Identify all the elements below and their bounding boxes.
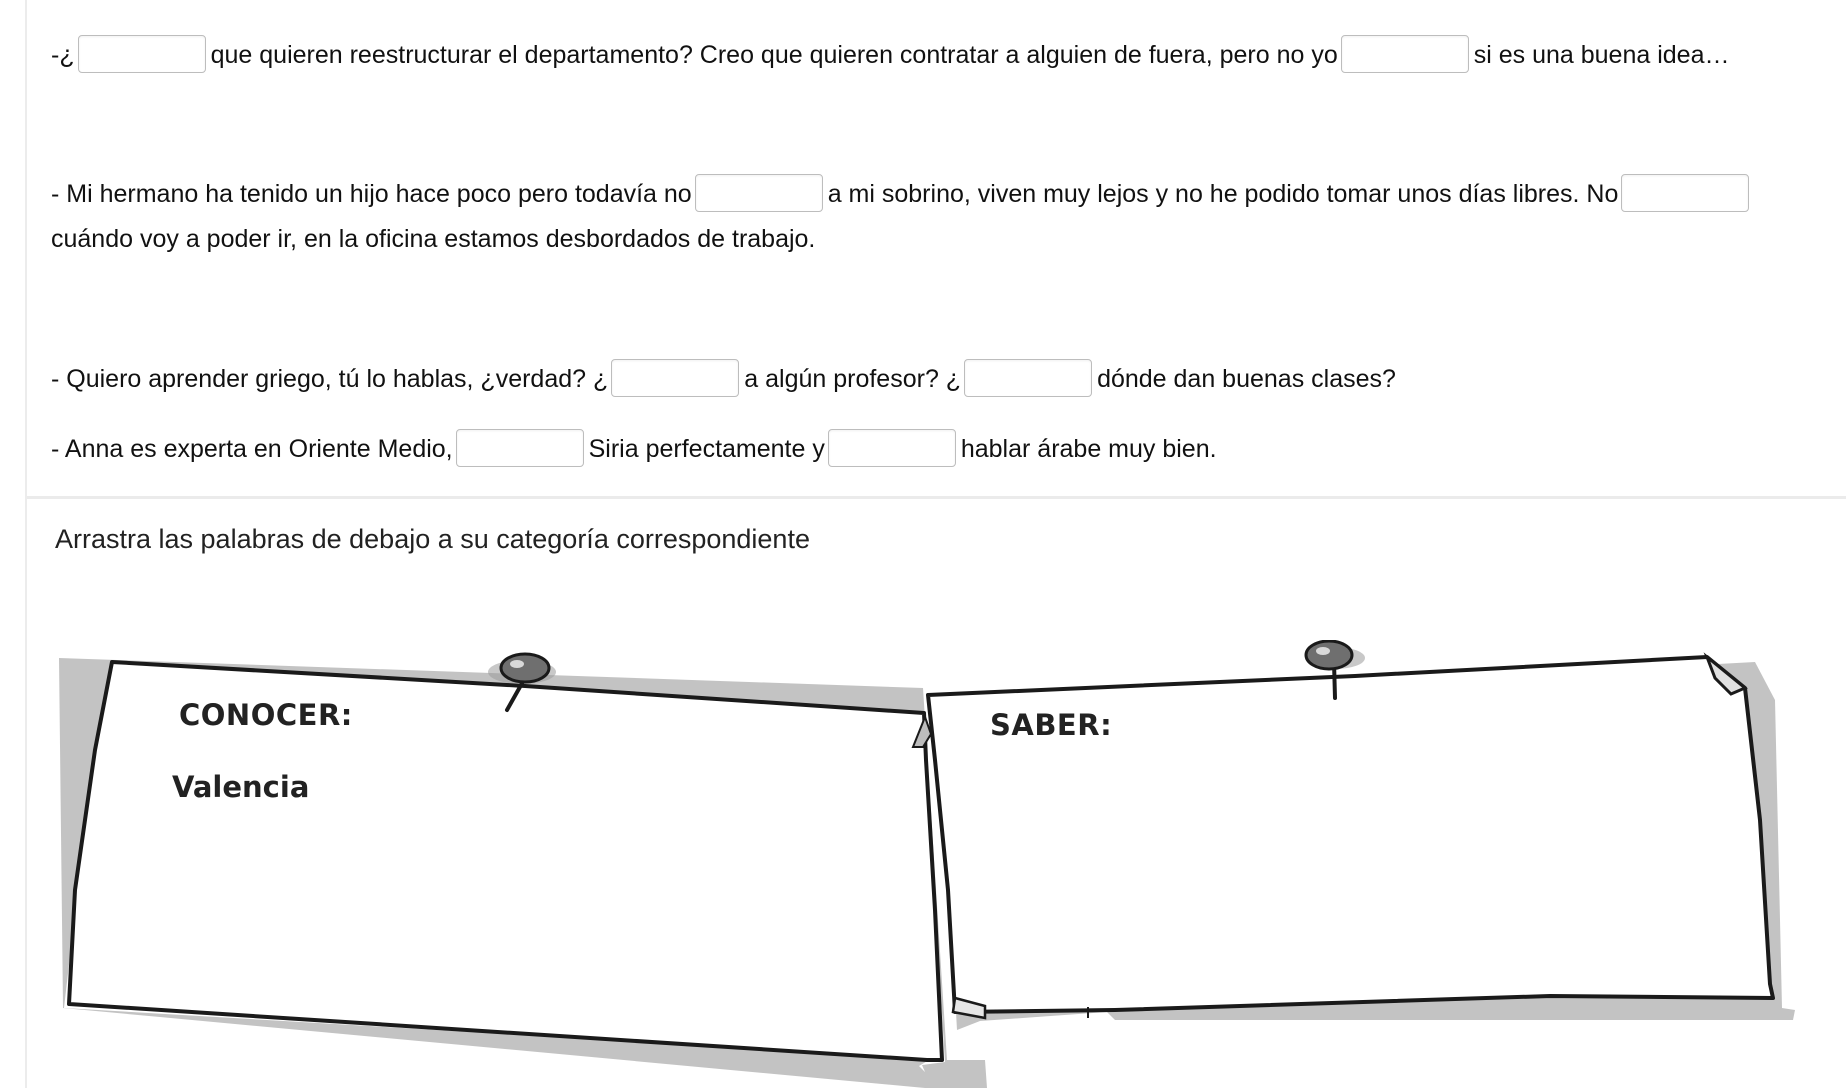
saber-label: SABER:	[990, 708, 1113, 742]
fill-blanks-exercise	[27, 0, 1846, 496]
sentence-3-part-1: - Quiero aprender griego, tú lo hablas, ¿verdad? ¿	[51, 365, 609, 393]
drag-drop-area	[55, 640, 1805, 1088]
sentence-1-part-1: -¿	[51, 41, 75, 69]
sentence-2-part-3: cuándo voy a poder ir, en la oficina estamos desbordados de trabajo.	[51, 225, 816, 253]
sentence-2	[51, 172, 1831, 262]
conocer-word-valencia[interactable]: Valencia	[172, 770, 310, 804]
blank-1[interactable]	[78, 35, 206, 73]
sentence-2-part-2: a mi sobrino, viven muy lejos y no he podido tomar unos días libres. No	[827, 180, 1619, 208]
sentence-4-part-2: Siria perfectamente y	[588, 435, 825, 463]
sentence-4-part-3: hablar árabe muy bien.	[960, 435, 1217, 463]
drag-instruction: Arrastra las palabras de debajo a su categoría correspondiente	[55, 524, 810, 554]
blank-5[interactable]	[611, 359, 739, 397]
sentence-4-part-1: - Anna es experta en Oriente Medio,	[51, 435, 453, 463]
blank-8[interactable]	[828, 429, 956, 467]
conocer-label: CONOCER:	[179, 698, 353, 732]
blank-3[interactable]	[695, 174, 823, 212]
conocer-drop-zone[interactable]	[95, 680, 915, 1010]
blank-2[interactable]	[1341, 35, 1469, 73]
sentence-1	[51, 33, 1729, 78]
sentence-2-part-1: - Mi hermano ha tenido un hijo hace poco pero todavía no	[51, 180, 692, 208]
sentence-3-part-3: dónde dan buenas clases?	[1097, 365, 1396, 393]
blank-6[interactable]	[964, 359, 1092, 397]
sentence-4	[51, 427, 1217, 472]
saber-drop-zone[interactable]	[950, 690, 1750, 1000]
section-divider	[27, 496, 1846, 499]
sentence-3	[51, 357, 1396, 402]
blank-4[interactable]	[1621, 174, 1749, 212]
sentence-1-part-2: que quieren reestructurar el departamento? Creo que quieren contratar a alguien de fuera, pero no yo	[210, 41, 1338, 69]
sentence-3-part-2: a algún profesor? ¿	[744, 365, 962, 393]
blank-7[interactable]	[456, 429, 584, 467]
sentence-1-part-3: si es una buena idea…	[1473, 41, 1730, 69]
